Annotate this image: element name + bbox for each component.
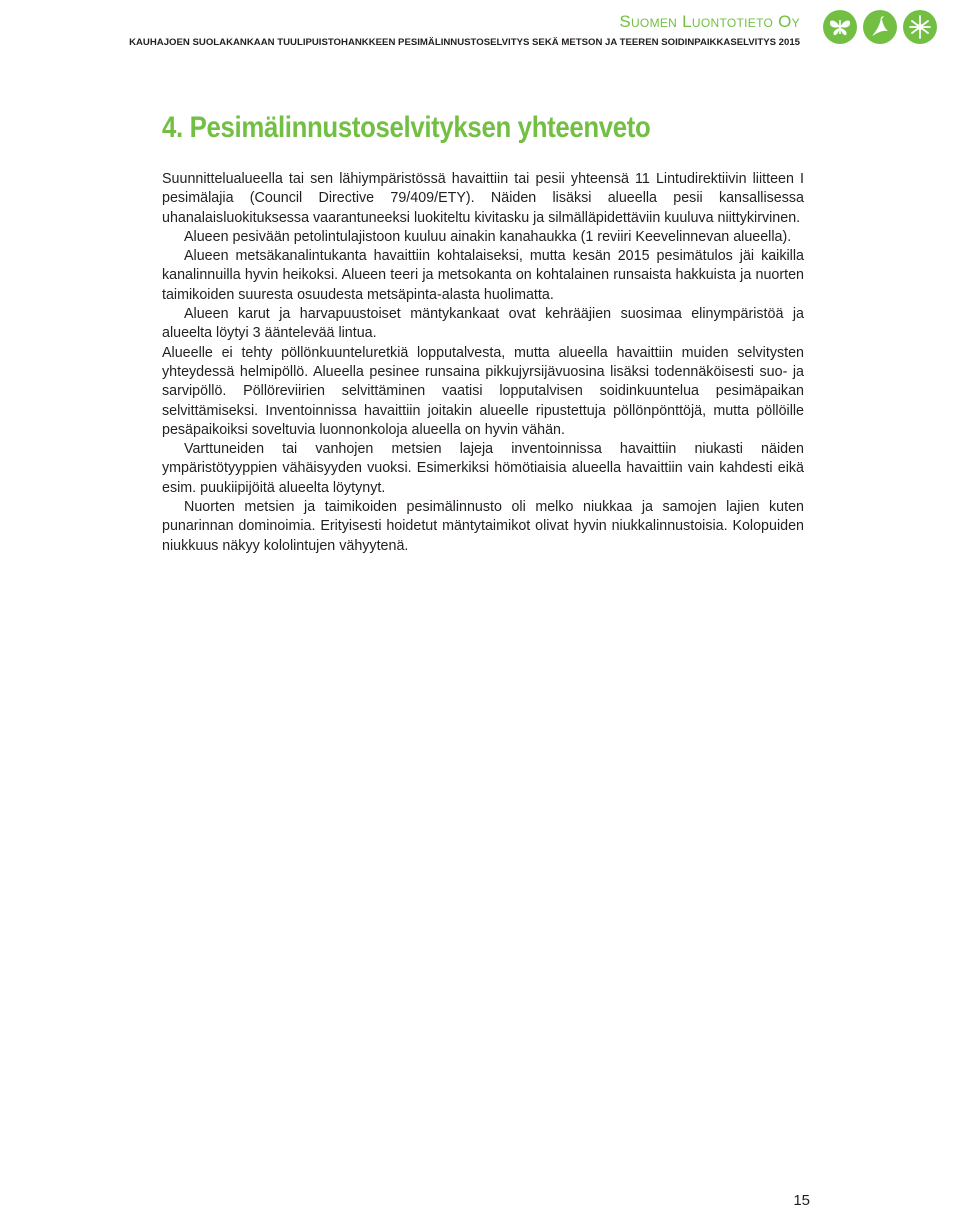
paragraph-young-forest-species: Nuorten metsien ja taimikoiden pesimälinnusto oli melko niukkaa ja samojen lajien kuten punarinnan dominoimia. Erityisesti hoidetut mäntytaimikot olivat hyvin niukkalinnustoisia. Kolopuiden niukkuus näkyy kololintujen vähyytenä. — [162, 499, 804, 554]
bird-icon — [862, 9, 898, 45]
paragraph-grouse: Alueen metsäkanalintukanta havaittiin kohtalaiseksi, mutta kesän 2015 pesimätulos jäi kaikilla kanalinnuilla hyvin heikoksi. Alueen teeri ja metsokanta on kohtalainen runsaista hakkuista ja nuorten taimikoiden suuresta osuudesta metsäpinta-alasta huolimatta. — [162, 248, 804, 303]
plant-icon — [902, 9, 938, 45]
butterfly-icon — [822, 9, 858, 45]
section-heading: 4. Pesimälinnustoselvityksen yhteenveto — [162, 111, 651, 144]
page-header — [0, 0, 960, 60]
paragraph-owls: Alueelle ei tehty pöllönkuunteluretkiä lopputalvesta, mutta alueella havaittiin muiden selvitysten yhteydessä helmipöllö. Alueella pesinee runsaina pikkujyrsijävuosina lisäksi todennäköisesti suo- ja sarvipöllö. Pöllöreviirien selvittäminen vaatisi lopputalvisen soidinkuuntelua pesimäpaikan selvittämiseksi. Inventoinnissa havaittiin joitakin alueelle ripustettuja pöllönpönttöjä, mutta pöllöille pesäpaikoiksi soveltuvia luonnonkoloja alueella on hyvin vähän. — [162, 344, 804, 438]
report-title: KAUHAJOEN SUOLAKANKAAN TUULIPUISTOHANKKEEN PESIMÄLINNUSTOSELVITYS SEKÄ METSON JA TEEREN SOIDINPAIKKASELVITYS 2015 — [129, 37, 800, 48]
company-name: Suomen Luontotieto Oy — [619, 12, 800, 31]
paragraph-raptors: Alueen pesivään petolintulajistoon kuuluu ainakin kanahaukka (1 reviiri Keevelinnevan alueella). — [184, 228, 792, 245]
main-content — [162, 108, 804, 556]
paragraph-directive-species: Suunnittelualueella tai sen lähiympäristössä havaittiin tai pesii yhteensä 11 Lintudirektiivin liitteen I pesimälajia (Council Directive 79/409/ETY). Näiden lisäksi alueella pesii kansallisessa uhanalaisluokituksessa vaarantuneeksi luokiteltu kivitasku ja silmälläpidettäviin kuuluva niittykirvinen. — [162, 171, 804, 226]
paragraph-nightjar: Alueen karut ja harvapuustoiset mäntykankaat ovat kehrääjien suosimaa elinympäristöä ja alueelta löytyi 3 ääntelevää lintua. — [162, 306, 804, 342]
paragraph-old-forest-species: Varttuneiden tai vanhojen metsien lajeja inventoinnissa havaittiin niukasti näiden ympäristötyyppien vähäisyyden vuoksi. Esimerkiksi hömötiaisia alueella havaittiin vain kahdesti eikä esim. puukiipijöitä alueelta löytynyt. — [162, 441, 804, 496]
page-number: 15 — [793, 1192, 810, 1209]
